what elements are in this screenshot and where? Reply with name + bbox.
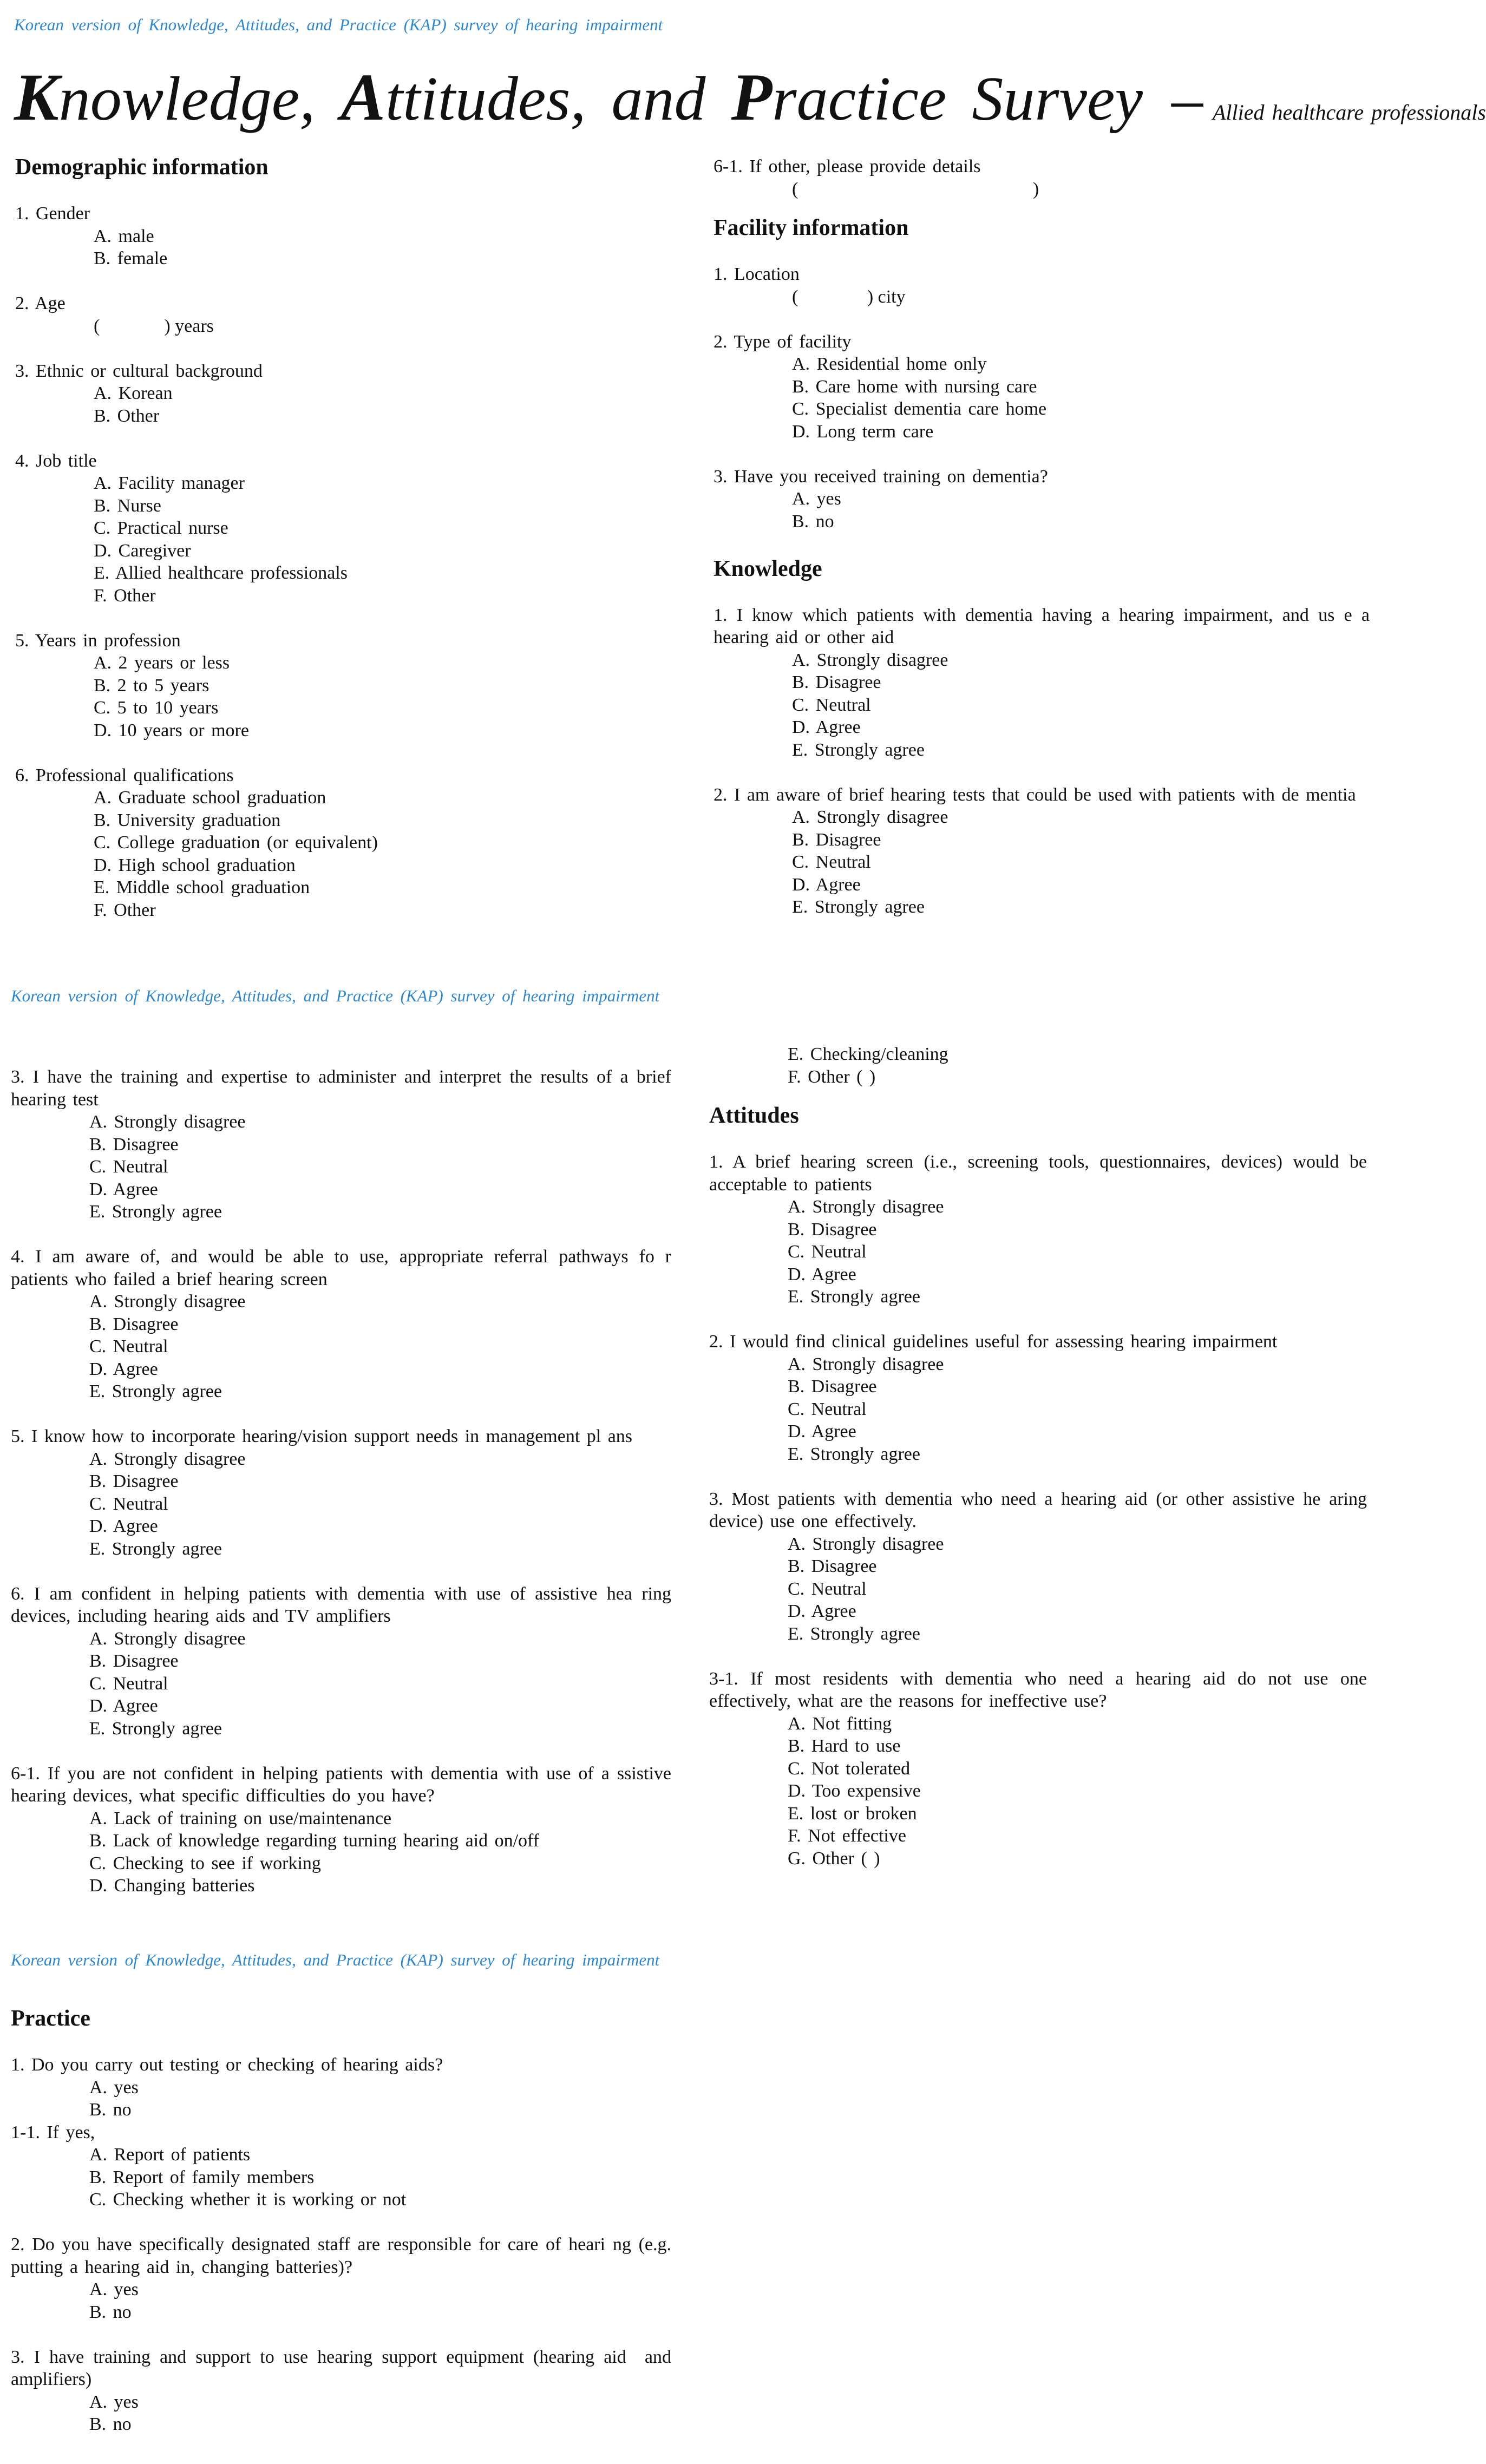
question-years: 5. Years in profession — [15, 630, 181, 651]
page-header: Korean version of Knowledge, Attitudes, and Practice (KAP) survey of hearing impairment — [14, 15, 663, 34]
option[interactable]: A. yes — [792, 489, 841, 509]
option[interactable]: D. 10 years or more — [94, 720, 249, 740]
option[interactable]: C. Neutral — [89, 1493, 168, 1514]
page1-left-column — [15, 154, 676, 921]
option[interactable]: C. Neutral — [89, 1673, 168, 1694]
question-gender: 1. Gender — [15, 204, 90, 224]
question-attitude-2: 2. I would find clinical guidelines useful for assessing hearing impairment — [709, 1332, 1278, 1352]
option[interactable]: E. Strongly agree — [89, 1538, 222, 1559]
option[interactable]: E. Middle school graduation — [94, 877, 310, 897]
option[interactable]: D. Agree — [788, 1264, 856, 1285]
page1-right-column — [713, 155, 1370, 919]
option[interactable]: D. Caregiver — [94, 540, 191, 561]
title-letter-a: A — [341, 60, 386, 134]
option[interactable]: C. Specialist dementia care home — [792, 399, 1047, 419]
question-attitude-1: 1. A brief hearing screen (i.e., screening tools, questionnaires, devices) would be acceptable to patients — [709, 1152, 1367, 1195]
options-knowledge-5 — [11, 1448, 671, 1561]
options-knowledge-2 — [713, 806, 1370, 919]
option[interactable]: B. Other — [94, 405, 160, 426]
option[interactable]: A. Strongly disagree — [89, 1112, 246, 1132]
option[interactable]: D. Agree — [89, 1516, 158, 1536]
options-gender — [15, 225, 676, 270]
section-attitudes: Attitudes — [709, 1103, 799, 1128]
options-ethnic — [15, 382, 676, 427]
question-dementia-training: 3. Have you received training on dementia? — [713, 466, 1048, 487]
options-dementia-training — [713, 488, 1370, 533]
option[interactable]: C. Neutral — [788, 1242, 867, 1262]
option[interactable]: C. Practical nurse — [94, 518, 228, 538]
question-facility-type: 2. Type of facility — [713, 331, 852, 352]
option[interactable]: A. Korean — [94, 383, 173, 403]
option[interactable]: B. Report of family members — [89, 2167, 315, 2187]
option[interactable]: A. Strongly disagree — [788, 1534, 944, 1554]
options-practice-2 — [11, 2278, 671, 2323]
options-attitude-1 — [709, 1196, 1367, 1308]
option[interactable]: E. Strongly agree — [89, 1381, 222, 1401]
options-facility-type — [713, 353, 1370, 443]
option[interactable]: B. Nurse — [94, 495, 161, 516]
question-other-details: 6-1. If other, please provide details — [713, 156, 981, 176]
option[interactable]: D. Agree — [89, 1359, 158, 1379]
option[interactable]: A. yes — [89, 2391, 139, 2412]
option[interactable]: A. yes — [89, 2279, 139, 2299]
option[interactable]: A. Strongly disagree — [89, 1628, 246, 1649]
option[interactable]: C. Not tolerated — [788, 1758, 911, 1779]
option[interactable]: E. Allied healthcare professionals — [94, 563, 348, 583]
options-attitude-3-1 — [709, 1713, 1367, 1870]
options-knowledge-1 — [713, 649, 1370, 762]
options-practice-1 — [11, 2076, 671, 2121]
option[interactable]: B. Lack of knowledge regarding turning hearing aid on/off — [89, 1831, 540, 1851]
option[interactable]: B. Disagree — [788, 1377, 877, 1397]
option[interactable]: B. University graduation — [94, 810, 281, 830]
question-attitude-3-1: 3-1. If most residents with dementia who need a hearing aid do not use one effectively, what are the reasons for ineffective use? — [709, 1668, 1367, 1711]
option[interactable]: A. Facility manager — [94, 473, 245, 493]
option[interactable]: A. Strongly disagree — [788, 1197, 944, 1217]
question-knowledge-4: 4. I am aware of, and would be able to use, appropriate referral pathways fo r patients who failed a brief hearing screen — [11, 1247, 671, 1289]
page3-column — [11, 2005, 671, 2436]
option[interactable]: D. Agree — [788, 1421, 856, 1441]
question-practice-3: 3. I have training and support to use hearing support equipment (hearing aid and amplifiers) — [11, 2347, 671, 2389]
section-practice: Practice — [11, 2006, 90, 2031]
options-practice-1-1 — [11, 2144, 671, 2211]
option[interactable]: F. Not effective — [788, 1826, 906, 1846]
option[interactable]: B. Disagree — [89, 1134, 179, 1155]
options-knowledge-6-1-continued — [709, 1043, 1367, 1088]
option[interactable]: F. Other — [94, 585, 156, 606]
option[interactable]: C. Neutral — [89, 1157, 168, 1177]
option[interactable]: A. Lack of training on use/maintenance — [89, 1808, 392, 1829]
option[interactable]: D. Agree — [792, 874, 861, 895]
option[interactable]: C. Checking to see if working — [89, 1853, 321, 1873]
question-practice-1-1: 1-1. If yes, — [11, 2122, 95, 2142]
options-practice-3 — [11, 2391, 671, 2436]
option[interactable]: B. Care home with nursing care — [792, 376, 1037, 397]
option[interactable]: C. Neutral — [788, 1578, 867, 1599]
option[interactable]: B. female — [94, 248, 168, 268]
question-knowledge-1: 1. I know which patients with dementia having a hearing impairment, and us e a hearing aid or other aid — [713, 605, 1370, 647]
options-knowledge-3 — [11, 1111, 671, 1223]
option[interactable]: B. 2 to 5 years — [94, 675, 210, 696]
option[interactable]: C. Neutral — [792, 694, 871, 715]
option[interactable]: A. Strongly disagree — [788, 1354, 944, 1374]
question-practice-1: 1. Do you carry out testing or checking of hearing aids? — [11, 2055, 443, 2075]
question-knowledge-2: 2. I am aware of brief hearing tests that could be used with patients with de mentia — [713, 784, 1356, 805]
question-location: 1. Location — [713, 264, 800, 284]
title-practice: ractice Survey — [772, 64, 1143, 134]
option[interactable]: B. Disagree — [89, 1314, 179, 1334]
option[interactable]: B. Disagree — [792, 672, 881, 692]
option[interactable]: B. Disagree — [792, 829, 881, 850]
options-years — [15, 652, 676, 742]
option[interactable]: B. Disagree — [788, 1219, 877, 1240]
option[interactable]: E. Strongly agree — [788, 1287, 920, 1307]
option[interactable]: B. Hard to use — [788, 1736, 901, 1756]
option[interactable]: B. no — [89, 2414, 132, 2434]
option[interactable]: D. Agree — [89, 1179, 158, 1200]
option[interactable]: A. Strongly disagree — [89, 1292, 246, 1312]
page-header: Korean version of Knowledge, Attitudes, and Practice (KAP) survey of hearing impairment — [11, 986, 660, 1005]
option[interactable]: B. no — [89, 2100, 132, 2120]
page2-left-column — [11, 1066, 671, 1897]
options-knowledge-6 — [11, 1628, 671, 1740]
title-knowledge: nowledge, — [58, 64, 316, 134]
question-age: 2. Age — [15, 293, 66, 313]
option[interactable]: A. Graduate school graduation — [94, 788, 326, 808]
options-knowledge-4 — [11, 1290, 671, 1403]
question-practice-2: 2. Do you have specifically designated staff are responsible for care of heari ng (e.g. putting a hearing aid in, changing batteries)? — [11, 2234, 671, 2277]
other-details-blank[interactable]: ( ) — [792, 179, 1039, 199]
option[interactable]: B. Disagree — [89, 1471, 179, 1491]
question-job-title: 4. Job title — [15, 450, 97, 471]
option[interactable]: A. 2 years or less — [94, 653, 230, 673]
question-ethnic: 3. Ethnic or cultural background — [15, 361, 263, 381]
option[interactable]: D. Agree — [792, 717, 861, 737]
option[interactable]: A. Report of patients — [89, 2145, 251, 2165]
title-letter-p: P — [731, 60, 773, 134]
option[interactable]: C. Neutral — [89, 1336, 168, 1356]
option[interactable]: C. College graduation (or equivalent) — [94, 833, 378, 853]
page2-right-column — [709, 1043, 1367, 1870]
option[interactable]: A. male — [94, 226, 154, 246]
option[interactable]: A. yes — [89, 2077, 139, 2098]
option[interactable]: B. no — [792, 511, 834, 532]
options-attitude-2 — [709, 1353, 1367, 1466]
option[interactable]: C. 5 to 10 years — [94, 698, 219, 718]
option[interactable]: B. Disagree — [89, 1651, 179, 1671]
option[interactable]: A. Residential home only — [792, 354, 987, 374]
page-header: Korean version of Knowledge, Attitudes, and Practice (KAP) survey of hearing impairment — [11, 1950, 660, 1969]
option[interactable]: D. Agree — [89, 1696, 158, 1716]
options-job-title — [15, 472, 676, 607]
option[interactable]: E. Strongly agree — [792, 739, 925, 760]
option[interactable]: B. Disagree — [788, 1556, 877, 1576]
option[interactable]: E. Strongly agree — [89, 1202, 222, 1222]
option[interactable]: E. Strongly agree — [788, 1623, 920, 1644]
question-knowledge-5: 5. I know how to incorporate hearing/vision support needs in management pl ans — [11, 1426, 633, 1446]
option[interactable]: G. Other ( ) — [788, 1848, 880, 1869]
options-qualifications — [15, 787, 676, 921]
option[interactable]: D. Too expensive — [788, 1781, 921, 1801]
question-knowledge-3: 3. I have the training and expertise to administer and interpret the results of a brief hearing test — [11, 1067, 671, 1110]
question-qualifications: 6. Professional qualifications — [15, 765, 234, 785]
age-blank[interactable]: ( ) years — [94, 316, 214, 336]
title-attitudes: ttitudes, and — [385, 64, 706, 134]
question-knowledge-6-1: 6-1. If you are not confident in helping patients with dementia with use of a ssistive hearing devices, what specific difficulties do you have? — [11, 1763, 671, 1806]
section-facility: Facility information — [713, 215, 909, 240]
title-subtitle: Allied healthcare professionals — [1212, 100, 1486, 124]
section-knowledge: Knowledge — [713, 556, 822, 581]
option[interactable]: E. Strongly agree — [792, 897, 925, 917]
question-attitude-3: 3. Most patients with dementia who need a hearing aid (or other assistive he aring device) use one effectively. — [709, 1489, 1367, 1531]
option[interactable]: D. High school graduation — [94, 855, 296, 875]
option[interactable]: D. Changing batteries — [89, 1876, 255, 1896]
option[interactable]: E. Checking/cleaning — [788, 1044, 948, 1064]
title-dash: – — [1171, 64, 1203, 134]
title-letter-k: K — [14, 60, 59, 134]
option[interactable]: E. Strongly agree — [89, 1718, 222, 1739]
option[interactable]: C. Neutral — [792, 852, 871, 872]
option[interactable]: C. Neutral — [788, 1399, 867, 1419]
option[interactable]: A. Strongly disagree — [792, 650, 948, 670]
option[interactable]: C. Checking whether it is working or not — [89, 2190, 407, 2210]
option[interactable]: D. Long term care — [792, 421, 934, 442]
option[interactable]: A. Not fitting — [788, 1713, 892, 1734]
option[interactable]: B. no — [89, 2302, 132, 2322]
options-knowledge-6-1 — [11, 1807, 671, 1897]
option[interactable]: A. Strongly disagree — [792, 807, 948, 827]
option[interactable]: E. Strongly agree — [788, 1444, 920, 1464]
option[interactable]: D. Agree — [788, 1601, 856, 1621]
option[interactable]: F. Other — [94, 900, 156, 920]
question-knowledge-6: 6. I am confident in helping patients with dementia with use of assistive hea ring devices, including hearing aids and TV amplifiers — [11, 1583, 671, 1626]
option[interactable]: E. lost or broken — [788, 1803, 917, 1824]
location-blank[interactable]: ( ) city — [792, 286, 906, 307]
section-demographic: Demographic information — [15, 155, 269, 180]
option[interactable]: F. Other ( ) — [788, 1066, 876, 1087]
survey-title — [14, 60, 1486, 134]
options-attitude-3 — [709, 1533, 1367, 1646]
option[interactable]: A. Strongly disagree — [89, 1449, 246, 1469]
